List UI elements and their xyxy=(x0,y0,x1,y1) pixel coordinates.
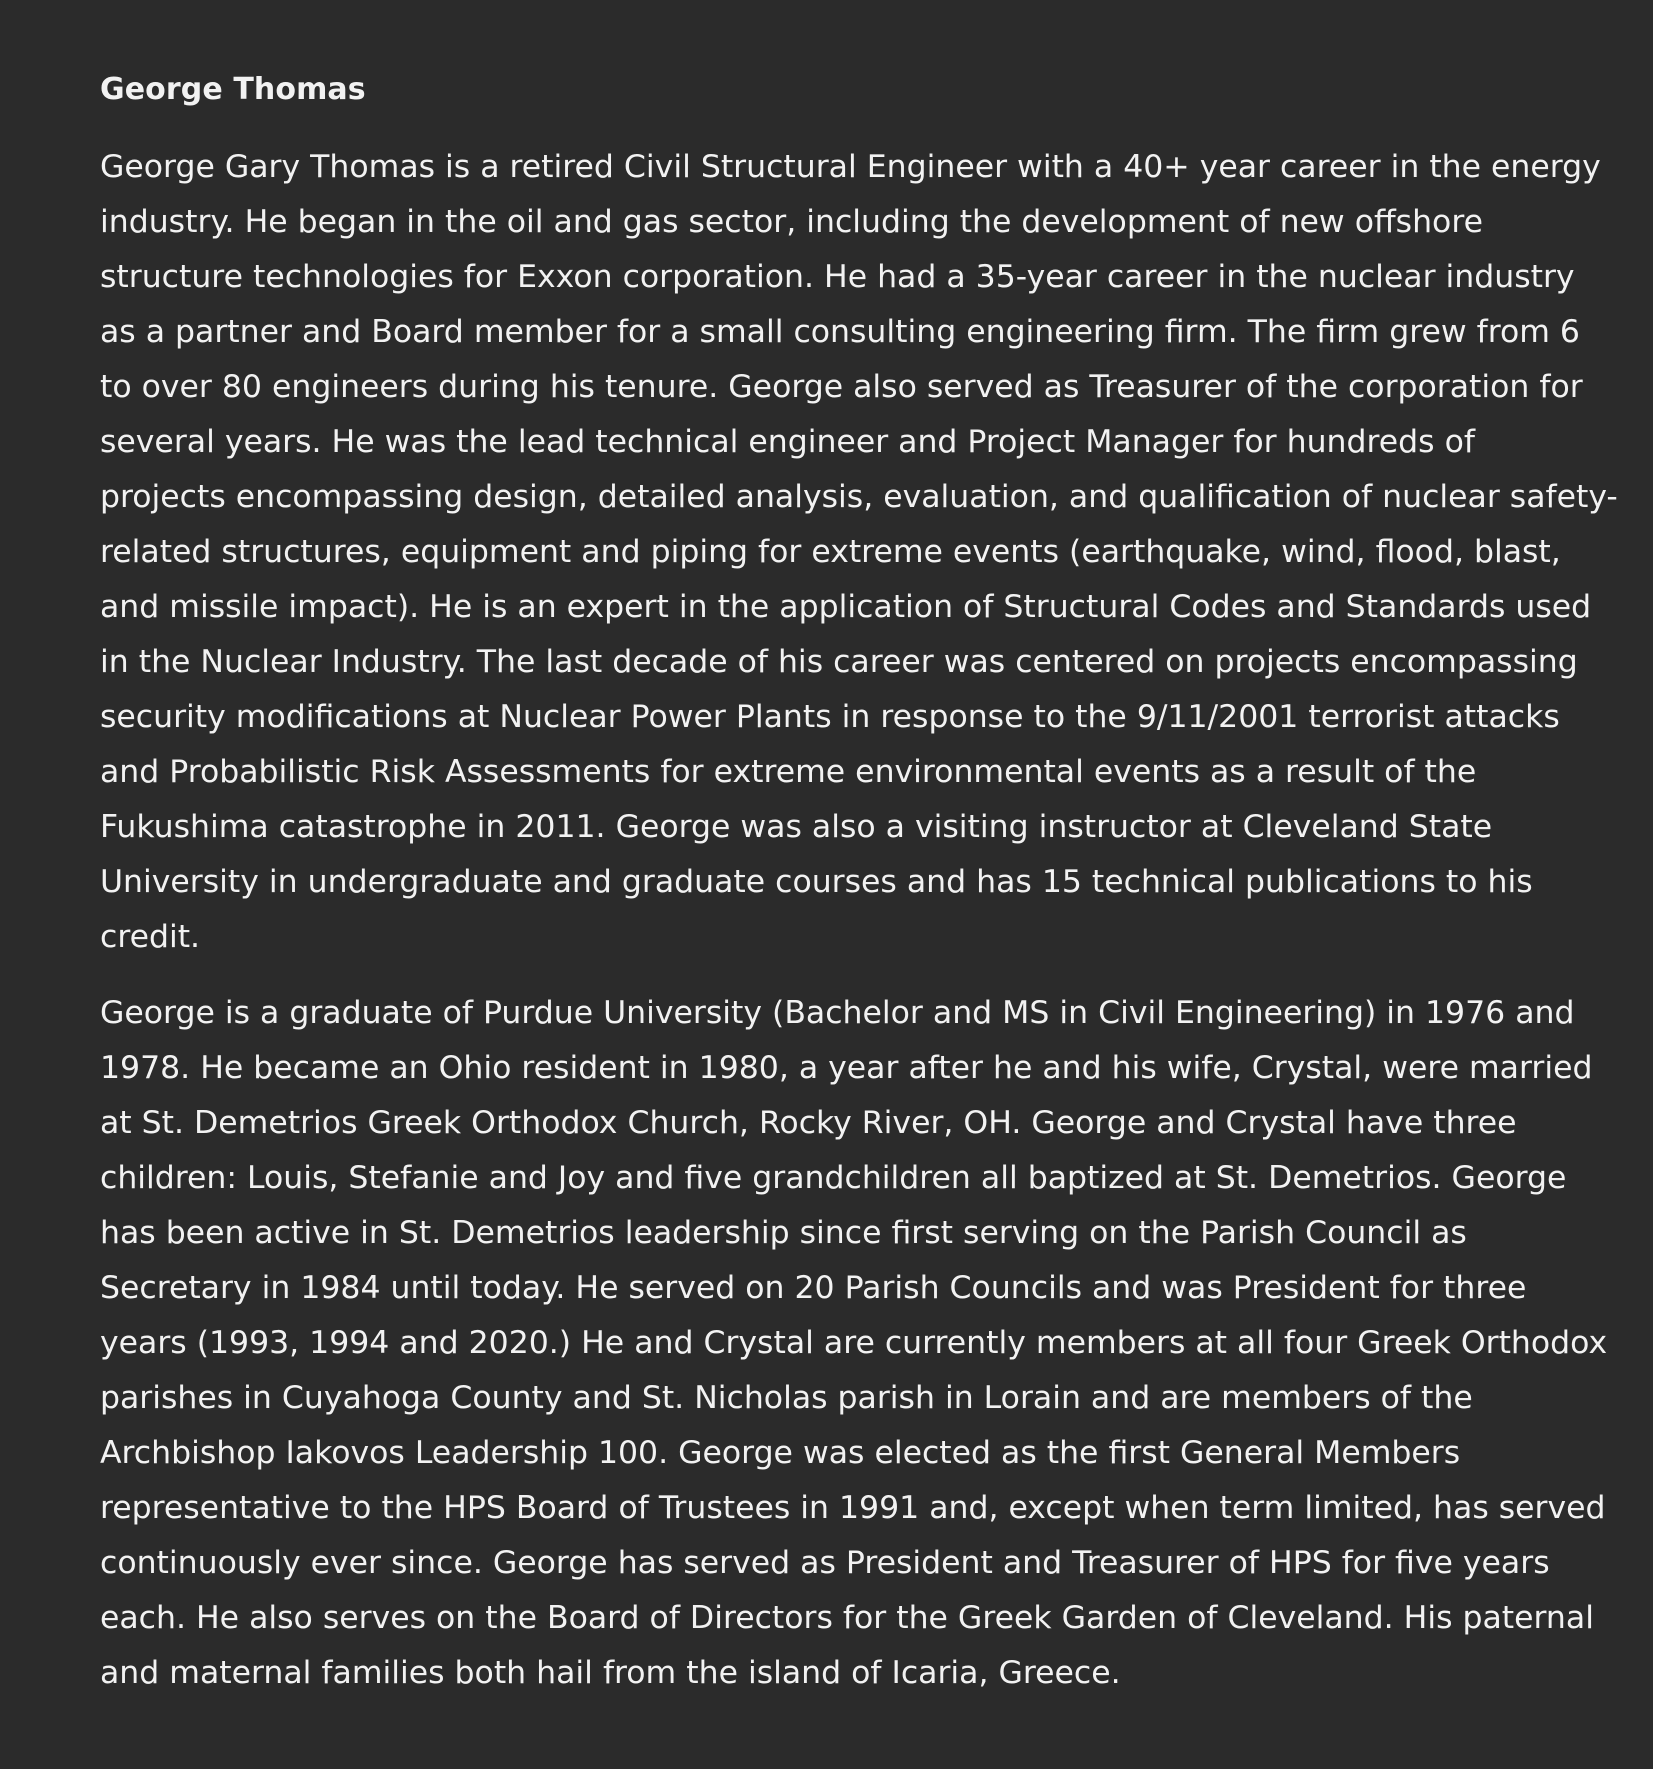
page-title: George Thomas xyxy=(100,72,366,107)
paragraph-line: projects encompassing design, detailed analysis, evaluation, and qualification of nuclear safety- xyxy=(100,479,1618,515)
paragraph-line: security modifications at Nuclear Power Plants in response to the 9/11/2001 terrorist attacks xyxy=(100,699,1560,735)
paragraph-line: credit. xyxy=(100,919,201,955)
paragraph-line: representative to the HPS Board of Trustees in 1991 and, except when term limited, has served xyxy=(100,1490,1606,1526)
bio-paragraph-personal xyxy=(100,986,1608,1701)
paragraph-line: Fukushima catastrophe in 2011. George was also a visiting instructor at Cleveland State xyxy=(100,809,1493,845)
paragraph-line: Secretary in 1984 until today. He served on 20 Parish Councils and was President for three xyxy=(100,1270,1527,1306)
paragraph-line: George Gary Thomas is a retired Civil Structural Engineer with a 40+ year career in the energy xyxy=(100,149,1601,185)
paragraph-line: continuously ever since. George has served as President and Treasurer of HPS for five years xyxy=(100,1545,1550,1581)
paragraph-line: and Probabilistic Risk Assessments for extreme environmental events as a result of the xyxy=(100,754,1477,790)
paragraph-line: years (1993, 1994 and 2020.) He and Crystal are currently members at all four Greek Orthodox xyxy=(100,1325,1608,1361)
paragraph-line: and maternal families both hail from the island of Icaria, Greece. xyxy=(100,1655,1121,1691)
paragraph-line: related structures, equipment and piping for extreme events (earthquake, wind, flood, blast, xyxy=(100,534,1561,570)
paragraph-line: 1978. He became an Ohio resident in 1980, a year after he and his wife, Crystal, were married xyxy=(100,1050,1593,1086)
paragraph-line: several years. He was the lead technical engineer and Project Manager for hundreds of xyxy=(100,424,1475,460)
bio-paragraph-career xyxy=(100,140,1618,965)
paragraph-line: each. He also serves on the Board of Directors for the Greek Garden of Cleveland. His paternal xyxy=(100,1600,1594,1636)
paragraph-line: at St. Demetrios Greek Orthodox Church, Rocky River, OH. George and Crystal have three xyxy=(100,1105,1517,1141)
paragraph-line: and missile impact). He is an expert in the application of Structural Codes and Standards used xyxy=(100,589,1592,625)
paragraph-line: parishes in Cuyahoga County and St. Nicholas parish in Lorain and are members of the xyxy=(100,1380,1473,1416)
paragraph-line: in the Nuclear Industry. The last decade of his career was centered on projects encompassing xyxy=(100,644,1578,680)
paragraph-line: industry. He began in the oil and gas sector, including the development of new offshore xyxy=(100,204,1483,240)
paragraph-line: George is a graduate of Purdue University (Bachelor and MS in Civil Engineering) in 1976 and xyxy=(100,995,1575,1031)
paragraph-line: Archbishop Iakovos Leadership 100. George was elected as the first General Members xyxy=(100,1435,1461,1471)
paragraph-line: University in undergraduate and graduate courses and has 15 technical publications to his xyxy=(100,864,1533,900)
paragraph-line: has been active in St. Demetrios leadership since first serving on the Parish Council as xyxy=(100,1215,1467,1251)
paragraph-line: as a partner and Board member for a small consulting engineering firm. The firm grew from 6 xyxy=(100,314,1580,350)
paragraph-line: to over 80 engineers during his tenure. George also served as Treasurer of the corporation for xyxy=(100,369,1583,405)
paragraph-line: structure technologies for Exxon corporation. He had a 35-year career in the nuclear industry xyxy=(100,259,1575,295)
paragraph-line: children: Louis, Stefanie and Joy and five grandchildren all baptized at St. Demetrios. George xyxy=(100,1160,1567,1196)
